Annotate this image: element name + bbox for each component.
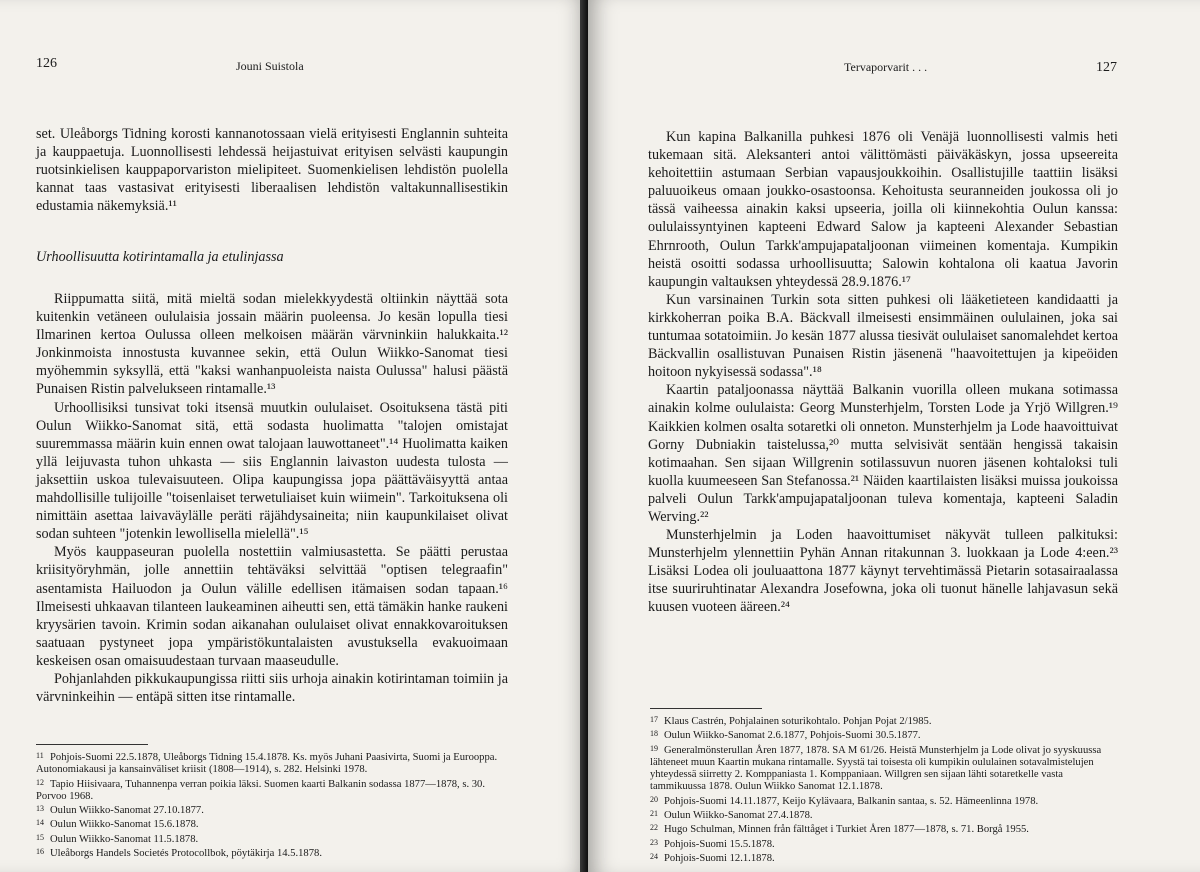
footnote <box>36 817 512 831</box>
footnote-text: Oulun Wiikko-Sanomat 15.6.1878. <box>50 819 199 831</box>
footnote-text: Hugo Schulman, Minnen från fälttåget i Turkiet Åren 1877—1878, s. 71. Borgå 1955. <box>664 824 1029 836</box>
left-paragraph-top: set. Uleåborgs Tidning korosti kannanotossaan vielä erityisesti Englannin suhteita ja kauppaetuja. Luonnollisesti lehdessä heijastuivat erityisen selvästi kaupungin ruotsinkielisen kauppaporvariston mielipiteet. Suomenkielisen lehdistön puolella kannat taas vastasivat erityisesti liberaalisen lehdistön valtakunnallisestikin edustamia näkemyksiä.¹¹ <box>36 126 508 215</box>
section-heading: Urhoollisuutta kotirintamalla ja etulinjassa <box>36 249 284 265</box>
footnote-text: Oulun Wiikko-Sanomat 27.10.1877. <box>50 805 204 817</box>
left-footnote-rule <box>36 744 148 745</box>
right-paragraph-1: Kun kapina Balkanilla puhkesi 1876 oli Venäjä luonnollisesti valmis heti tukemaan sitä. Aleksanteri antoi välittömästi päiväkäskyn, jossa upseereita kehoitettiin astumaan Serbian vapausjoukkoihin. Osallistujille taattiin lisäksi paluuoikeus omaan joukko-osastoonsa. Kehoitusta seuranneiden joukossa oli jo tässä vaiheessa ainakin kaksi upseeria, joilla oli kiinnekohtia Oulun kanssa: oululaissyntyinen kapteeni Edward Salow ja kapteeni Alexander Sebastian Ehrnrooth, Oulun Tarkk'ampujapataljoonan viimeinen komentaja. Kumpikin heistä osoitti sodassa urhoollisuutta; Salowin kohtalona oli kaatua Javorin kaupungin valtauksen yhteydessä 28.9.1876.¹⁷ <box>648 129 1118 290</box>
footnote <box>36 846 512 860</box>
footnote <box>650 808 1120 822</box>
footnote-text: Oulun Wiikko-Sanomat 2.6.1877, Pohjois-Suomi 30.5.1877. <box>664 730 921 742</box>
left-paragraph-2: Urhoollisiksi tunsivat toki itsensä muutkin oululaiset. Osoituksena tästä piti Oulun Wiikko-Sanomat sitä, että sodasta huolimatta "talojen omistajat suuremmassa määrin kuin ennen owat talojaan lauwottaneet".¹⁴ Huolimatta kaiken yllä leijuvasta tuhon uhkasta — siis Englannin laivaston uudesta tulosta — jaksettiin uskoa tulevaisuuteen. Olipa kaupungissa jopa päättäväisyyttä antaa mahdollisille tulijoille "toisenlaiset terwetuliaiset kuin wiimein". Tarkoituksena oli nimittäin asettaa laivaväylälle peräti räjähdysaineita; niin kaupunkilaiset olivat sodan suhteen "jotenkin lewollisella mielellä".¹⁵ <box>36 399 508 543</box>
footnote <box>650 794 1120 808</box>
footnote <box>650 851 1120 865</box>
footnote-number: 22 <box>650 823 658 833</box>
footnote <box>36 832 512 846</box>
footnote-number: 11 <box>36 751 44 760</box>
footnote-text: Generalmönsterullan Åren 1877, 1878. SA M 61/26. Heistä Munsterhjelm ja Lode olivat jo syyskuussa lähteneet muun Kaartin mukana rintamalle. Syystä tai toisesta oli kumpikin oululainen sotavalmistelujen yhteydessä siirretty 2. Komppaniasta 1. Komppaniaan. Willgren sen sijaan lähti sotaretkelle vasta tammikuussa 1878. Oulun Wiikko Sanomat 12.1.1878. <box>650 744 1102 793</box>
right-footnote-rule <box>650 708 762 709</box>
right-text-body <box>648 128 1118 617</box>
left-page <box>0 0 588 872</box>
footnote-text: Tapio Hiisivaara, Tuhannenpa verran poikia läksi. Suomen kaarti Balkanin sodassa 1877—1878, s. 30. Porvoo 1968. <box>36 778 485 802</box>
left-paragraph-4: Pohjanlahden pikkukaupungissa riitti siis urhoja ainakin kotirintaman toimiin ja värvninkeihin — entäpä sitten itse rintamalle. <box>36 670 508 706</box>
footnote-number: 24 <box>650 851 658 861</box>
footnote-text: Uleåborgs Handels Societés Protocollbok, pöytäkirja 14.5.1878. <box>50 848 322 860</box>
footnote-number: 16 <box>36 847 44 857</box>
left-paragraph-1: Riippumatta siitä, mitä mieltä sodan mielekkyydestä oltiinkin näyttää sota kuitenkin vetäneen oululaisia jossain määrin puoleensa. Jo kesän lopulla tiesi Ilmarinen kertoa Oulussa olleen melkoisen määrän värvninkiin halukkaita.¹² Jonkinmoista innostusta kuvannee sekin, että Oulun Wiikko-Sanomat tiesi myöhemmin syksyllä, että "kaksi wanhanpuoleista naista Oulussa" halusi päästä Punaisen Ristin palvelukseen rintamalle.¹³ <box>36 291 508 398</box>
footnote <box>650 822 1120 836</box>
left-text-body <box>36 290 508 706</box>
left-paragraph-3: Myös kauppaseuran puolella nostettiin valmiusastetta. Se päätti perustaa kriisityöryhmän, jolle annettiin tehtäväksi selvittää "optisen telegraafin" asentamista Hailuodon ja Oulun välille edellisen itämaisen sodan tapaan.¹⁶ Ilmeisesti uhkaavan tilanteen laukeaminen aiheutti sen, että tämäkin hanke raukeni kryysärien tavoin. Krimin sodan aikanahan oululaiset olivat ennakkovaroituksen saatuaan pystyneet jopa ympäristökuntalaisten avustuksella evakuoimaan keskeisen osan omaisuudestaan turvaan maaseudulle. <box>36 544 508 669</box>
footnote <box>36 803 512 817</box>
footnote-number: 21 <box>650 809 658 819</box>
right-page-number: 127 <box>1096 60 1117 75</box>
left-page-number: 126 <box>36 56 57 71</box>
right-page <box>588 0 1200 872</box>
footnote-number: 19 <box>650 743 658 753</box>
footnote-text: Oulun Wiikko-Sanomat 27.4.1878. <box>664 810 813 822</box>
footnote-text: Pohjois-Suomi 15.5.1878. <box>664 838 775 850</box>
left-footnotes <box>36 750 512 860</box>
footnote-text: Pohjois-Suomi 12.1.1878. <box>664 852 775 864</box>
footnote-number: 17 <box>650 715 658 724</box>
footnote <box>650 743 1120 794</box>
footnote <box>650 714 1120 728</box>
footnote-number: 15 <box>36 832 44 842</box>
footnote-number: 20 <box>650 794 658 804</box>
right-footnotes <box>650 714 1120 865</box>
footnote-text: Pohjois-Suomi 22.5.1878, Uleåborgs Tidning 15.4.1878. Ks. myös Juhani Paasivirta, Suomi ja Eurooppa. Autonomiakausi ja kansainväliset kriisit (1808—1914), s. 282. Helsinki 1978. <box>36 752 498 776</box>
footnote-number: 18 <box>650 729 658 739</box>
footnote-text: Klaus Castrén, Pohjalainen soturikohtalo. Pohjan Pojat 2/1985. <box>664 716 932 727</box>
footnote-number: 13 <box>36 804 44 814</box>
footnote <box>650 837 1120 851</box>
footnote <box>36 750 512 777</box>
left-text-top <box>36 125 508 215</box>
left-running-head: Jouni Suistola <box>236 59 304 73</box>
right-paragraph-3: Kaartin pataljoonassa näyttää Balkanin vuorilla olleen mukana sotimassa ainakin kolme oululaista: Georg Munsterhjelm, Torsten Lode ja Yrjö Willgren.¹⁹ Kaikkien kolmen osalta sotaretki oli onneton. Munsterhjelm ja Lode haavoittuivat Gorny Dubniakin taistelussa,²⁰ mutta selvisivät sentään hengissä takaisin kotimaahan. Sen sijaan Willgrenin sotilassuvun nuoren jäsenen kohtaloksi tuli kuolla kuumeeseen San Stefanossa.²¹ Näiden kaartilaisten lisäksi muissa joukoissa palveli Oulun Tarkk'ampujapataljoonan tuleva komentaja, kapteeni Saladin Werving.²² <box>648 382 1118 525</box>
right-paragraph-4: Munsterhjelmin ja Loden haavoittumiset näkyvät tulleen palkituksi: Munsterhjelm ylennettiin Pyhän Annan ritakunnan 3. luokkaan ja Lode 4:een.²³ Lisäksi Lodea oli jouluaattona 1877 käynyt tervehtimässä Pietarin sotasairaalassa itse suuriruhtinatar Alexandra Josefowna, joka oli tuonut hänelle lahjavasun sekä kuusen vuoteen ääreen.²⁴ <box>648 527 1118 616</box>
footnote-number: 12 <box>36 777 44 787</box>
footnote <box>650 728 1120 742</box>
footnote-number: 23 <box>650 837 658 847</box>
right-paragraph-2: Kun varsinainen Turkin sota sitten puhkesi oli lääketieteen kandidaatti ja kirkkoherran poika B.A. Bäckvall ilmeisesti ensimmäinen oululainen, joka sai tuntumaa sotatoimiin. Jo kesän 1877 alussa tiesivät oululaiset sanomalehdet kertoa Bäckvallin osallistuvan Punaisen Ristin jäsenenä "haavoitettujen ja kipeöiden hoitoon nykyisessä sodassa".¹⁸ <box>648 291 1118 381</box>
footnote <box>36 777 512 804</box>
footnote-text: Oulun Wiikko-Sanomat 11.5.1878. <box>50 833 199 845</box>
right-running-head: Tervaporvarit . . . <box>844 60 928 74</box>
footnote-text: Pohjois-Suomi 14.11.1877, Keijo Kylävaara, Balkanin santaa, s. 52. Hämeenlinna 1978. <box>664 795 1039 807</box>
footnote-number: 14 <box>36 818 44 828</box>
